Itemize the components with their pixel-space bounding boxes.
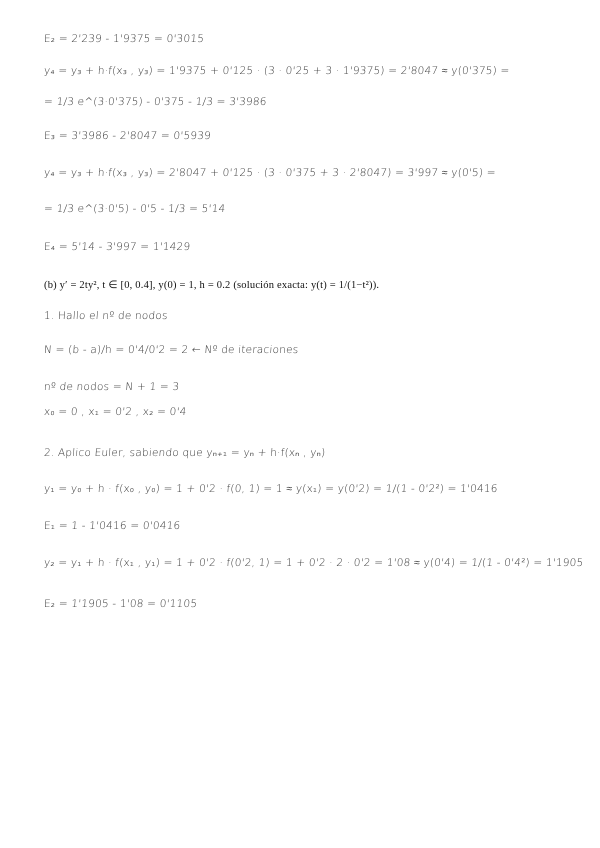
- exact-solution-b-line: = 1/3 e^(3·0'5) - 0'5 - 1/3 = 5'14: [43, 203, 226, 215]
- euler-y1-line: y₁ = y₀ + h · f(x₀ , y₀) = 1 + 0'2 · f(0, 1) = 1 ≈ y(x₁) = y(0'2) = 1/(1 - 0'2²) = 1'0416: [43, 483, 499, 495]
- iterations-line: N = (b - a)/h = 0'4/0'2 = 2 ← Nº de iteraciones: [43, 344, 299, 356]
- error-e2b-line: E₂ = 1'1905 - 1'08 = 0'1105: [43, 598, 198, 610]
- exact-solution-line: = 1/3 e^(3·0'375) - 0'375 - 1/3 = 3'3986: [43, 96, 268, 108]
- euler-step-y4b-line: y₄ = y₃ + h·f(x₃ , y₃) = 2'8047 + 0'125 · (3 · 0'375 + 3 · 2'8047) = 3'997 ≈ y(0'5) =: [43, 167, 497, 179]
- error-e2-line: E₂ = 2'239 - 1'9375 = 0'3015: [43, 33, 205, 45]
- nodes-values-line: x₀ = 0 , x₁ = 0'2 , x₂ = 0'4: [43, 406, 187, 418]
- step-1-heading: 1. Hallo el nº de nodos: [43, 310, 169, 322]
- error-e4-line: E₄ = 5'14 - 3'997 = 1'1429: [43, 241, 191, 253]
- problem-b-statement: (b) y′ = 2ty², t ∈ [0, 0.4], y(0) = 1, h = 0.2 (solución exacta: y(t) = 1/(1−t²)).: [44, 280, 380, 291]
- node-count-line: nº de nodos = N + 1 = 3: [43, 381, 180, 393]
- error-e3-line: E₃ = 3'3986 - 2'8047 = 0'5939: [43, 130, 212, 142]
- error-e1-line: E₁ = 1 - 1'0416 = 0'0416: [43, 520, 181, 532]
- euler-step-y4-line: y₄ = y₃ + h·f(x₃ , y₃) = 1'9375 + 0'125 · (3 · 0'25 + 3 · 1'9375) = 2'8047 ≈ y(0'375) =: [43, 65, 510, 77]
- euler-y2-line: y₂ = y₁ + h · f(x₁ , y₁) = 1 + 0'2 · f(0'2, 1) = 1 + 0'2 · 2 · 0'2 = 1'08 ≈ y(0'4) = 1/(1 - 0'4²) = 1'1905: [43, 557, 584, 569]
- step-2-heading: 2. Aplico Euler, sabiendo que yₙ₊₁ = yₙ + h·f(xₙ , yₙ): [43, 447, 326, 459]
